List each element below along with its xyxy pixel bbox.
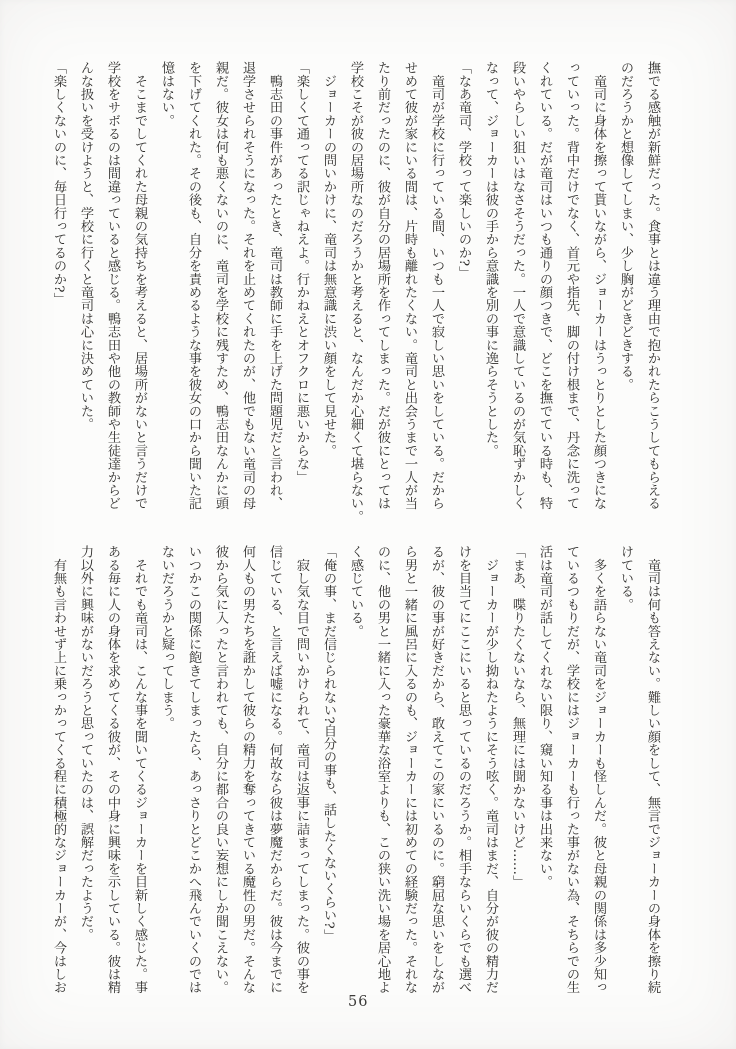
text-column: 親だ。彼女は何も悪くないのに、竜司を学校に残すため、鴨志田なんかに頭 (213, 61, 228, 510)
text-column: 学校こそが彼の居場所なのだろうかと考えると、なんだか心細くて堪らない。 (348, 61, 363, 523)
text-column: 憶はない。 (159, 61, 174, 127)
text-column: のに、他の男と一緒に入った豪華な浴室よりも、この狭い洗い場を居心地よ (375, 545, 390, 994)
text-column: ているつもりだが、学校にはジョーカーも行った事がない為、そちらでの生 (564, 545, 579, 994)
text-column: く感じている。 (348, 545, 363, 638)
text-column: 撫でる感触が新鮮だった。食事とは違う理由で抱かれたらこうしてもらえる (645, 61, 660, 510)
text-column: 活は竜司が話してくれない限り、窺い知る事は出来ない。 (537, 545, 552, 889)
text-column: ら男と一緒に風呂に入るのも、ジョーカーには初めての経験だった。それな (402, 545, 417, 994)
text-column: くれている。だが竜司はいつも通りの顔つきで、どこを撫でている時も、特 (537, 61, 552, 510)
text-column: ある毎に人の身体を求めてくる彼が、その中身に興味を示している。彼は精 (105, 545, 120, 994)
text-column: 信じている、と言えば嘘になる。何故なら彼は夢魔だからだ。彼は今までに (267, 545, 282, 994)
text-column: 竜司が学校に行っている間、いつも一人で寂しい思いをしている。だから (429, 61, 444, 510)
text-column: 段いやらしい狙いはなさそうだった。一人で意識しているのが気恥ずかしく (510, 61, 525, 510)
text-column: 「なあ竜司、学校って楽しいのか?」 (456, 61, 471, 280)
text-column: 退学させられそうになった。それを止めてくれたのが、他でもない竜司の母 (240, 61, 255, 510)
text-column: 力以外に興味がないだろうと思っていたのは、誤解だったようだ。 (78, 545, 93, 941)
text-column: 「楽しくないのに、毎日行ってるのか?」 (51, 61, 66, 306)
text-column: 鴨志田の事件があったとき、竜司は教師に手を上げた問題児だと言われ、 (267, 61, 282, 510)
text-column: 竜司に身体を擦って貰いながら、ジョーカーはうっとりとした顔つきにな (591, 61, 606, 510)
text-column: 有無も言わせず上に乗っかってくる程に積極的なジョーカーが、今はしお (51, 545, 66, 994)
text-column: 「楽しくて通ってる訳じゃねえよ。行かねえとオフクロに悪いからな」 (294, 61, 309, 484)
bottom-text-block (45, 545, 666, 994)
text-column: せめて彼が家にいる間は、片時も離れたくない。竜司と出会うまで一人が当 (402, 61, 417, 510)
text-column: そこまでしてくれた母親の気持ちを考えると、居場所がないと言うだけで (132, 61, 147, 510)
text-column: 学校をサボるのは間違っていると感じる。鴨志田や他の教師や生徒達からど (105, 61, 120, 510)
text-column: 多くを語らない竜司をジョーカーも怪しんだ。彼と母親の関係は多少知っ (591, 545, 606, 994)
text-column: けを目当てにここにいると思っているのだろうか。相手ならいくらでも選べ (456, 545, 471, 994)
text-column: 何人もの男たちを誑かして彼らの精力を奪ってきている魔性の男だ。そんな (240, 545, 255, 994)
text-column: たり前だったのに、彼が自分の居場所を作ってしまった。だが彼にとっては (375, 61, 390, 510)
text-column: 寂し気な目で問いかけられて、竜司は返事に詰まってしまった。彼の事を (294, 545, 309, 994)
text-column: それでも竜司は、こんな事を聞いてくるジョーカーを目新しく感じた。事 (132, 545, 147, 994)
text-column: を下げてくれた。その後も、自分を責めるような事を彼女の口から聞いた記 (186, 61, 201, 510)
text-column: のだろうかと想像してしまい、少し胸がどきどきする。 (618, 61, 633, 391)
text-column: っていった。背中だけでなく、首元や指先、脚の付け根まで、丹念に洗って (564, 61, 579, 510)
text-column: けている。 (618, 545, 633, 611)
text-column: んな扱いを受けようと、学校に行くと竜司は心に決めていた。 (78, 61, 93, 431)
text-column: ジョーカーの問いかけに、竜司は無意識に渋い顔をして見せた。 (321, 61, 336, 457)
text-column: いつかこの関係に飽きてしまったら、あっさりとどこかへ飛んでいくのでは (186, 545, 201, 994)
text-column: るが、彼の事が好きだから、敢えてこの家にいるのに。窮屈な思いをしなが (429, 545, 444, 994)
page-number: 56 (348, 994, 369, 1010)
text-column: 竜司は何も答えない。難しい顔をして、無言でジョーカーの身体を擦り続 (645, 545, 660, 994)
top-text-block (45, 61, 666, 523)
text-column: 「俺の事、まだ信じられない?自分の事も、話したくないくらい?」 (321, 545, 336, 942)
text-column: 「まあ、喋りたくないなら、無理には聞かないけど……」 (510, 545, 525, 889)
text-column: なって、ジョーカーは彼の手から意識を別の事に逸らそうとした。 (483, 61, 498, 457)
text-column: ジョーカーが少し拗ねたようにそう呟く。竜司はまだ、自分が彼の精力だ (483, 545, 498, 994)
text-column: ないだろうかと疑ってしまう。 (159, 545, 174, 730)
text-column: 彼から気に入ったと言われても、自分に都合の良い妄想にしか聞こえない。 (213, 545, 228, 994)
